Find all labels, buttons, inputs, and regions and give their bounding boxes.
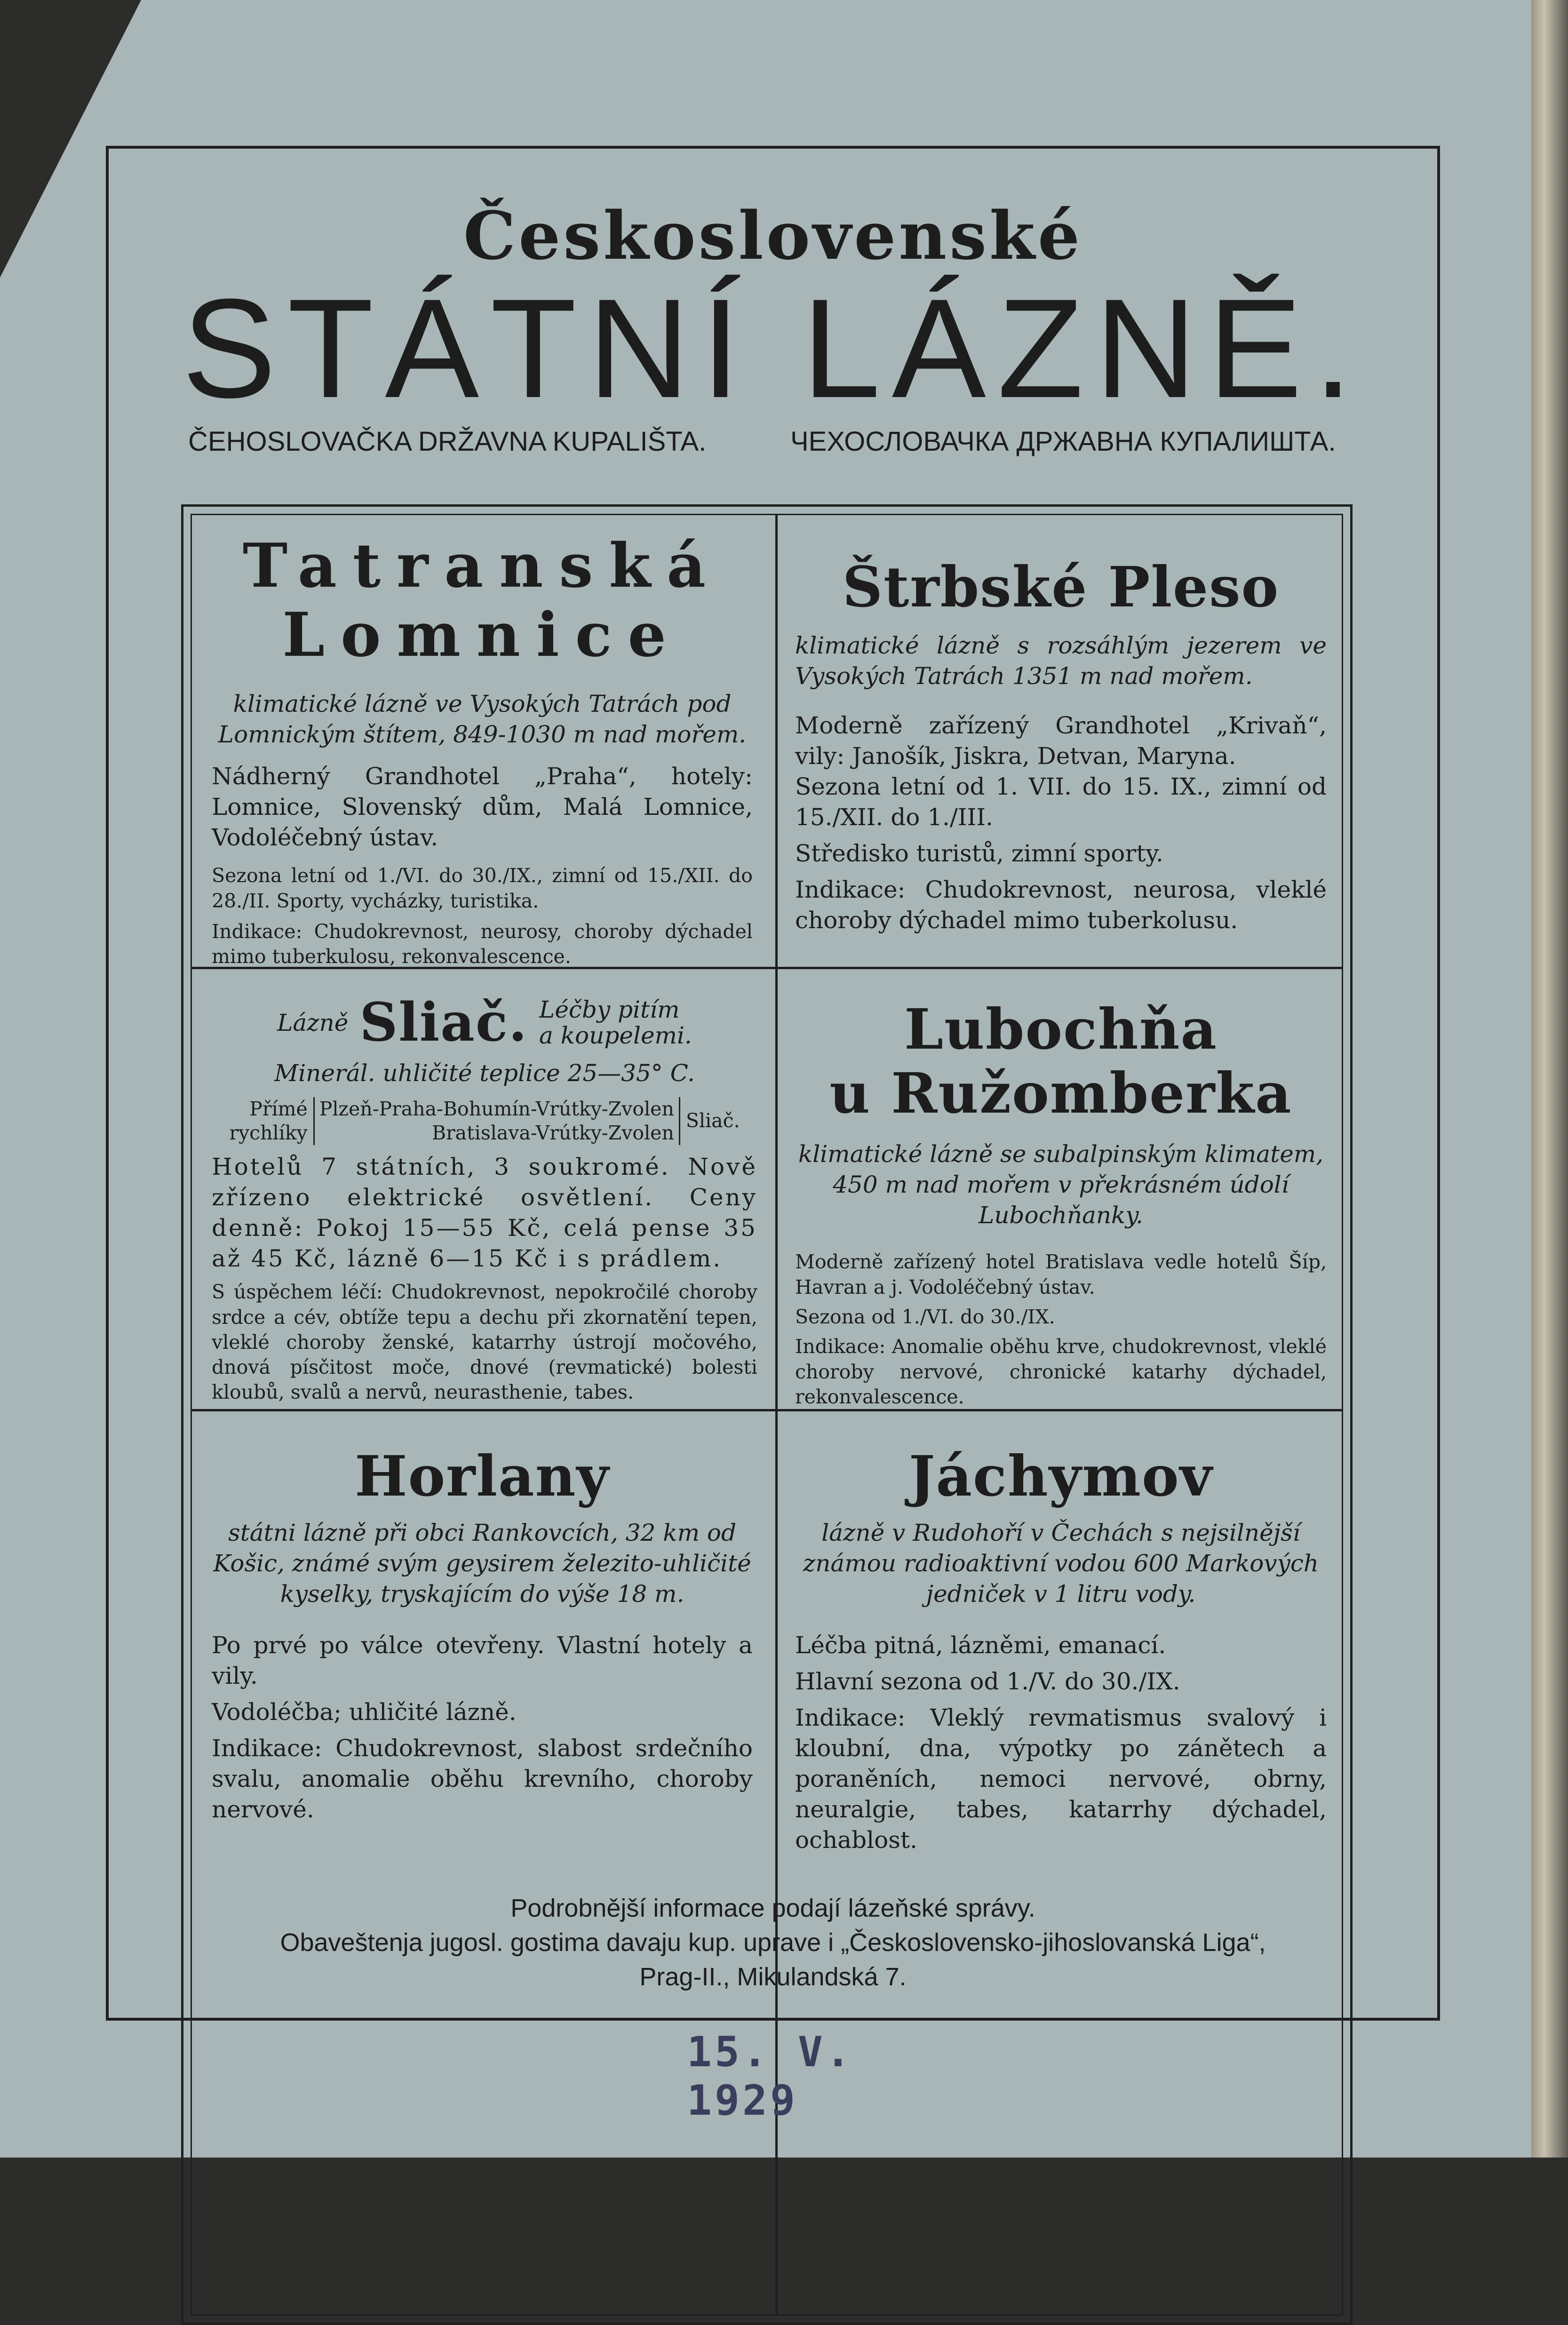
spa-hotels: Nádherný Grandhotel „Praha“, hotely: Lomnice, Slovenský dům, Malá Lomnice, Vodoléčebný ústav. [212, 763, 753, 852]
footer-line-3: Prag-II., Mikulandská 7. [639, 1962, 907, 1991]
sliac-cure-line2: a koupelemi. [539, 1022, 692, 1050]
footer-line-2: Obaveštenja jugosl. gostima davaju kup. uprave i „Československo-jihoslovanská Liga“, [280, 1928, 1266, 1957]
spa-name: Sliač. [359, 992, 528, 1053]
spa-season: Sezona letní od 1./VI. do 30./IX., zimní od 15./XII. do 28./II. Sporty, vycházky, turistika. [212, 864, 753, 912]
subtitle-cyrillic: ЧЕХОСЛОВАЧКА ДРЖАВНА КУПАЛИШТА. [790, 426, 1336, 457]
spa-indications: S úspěchem léčí: Chudokrevnost, nepokročilé choroby srdce a cév, obtíže tepu a dechu při zkornatění tepen, vleklé choroby ženské, katarrhy ústrojí močového, dnová písčitost moče, dnové (revmatické) bolesti kloubů, svalů a nervů, neurasthenie, tabes. [212, 1281, 757, 1404]
spa-season: Hlavní sezona od 1./V. do 30./IX. [795, 1667, 1180, 1695]
sliac-heading [212, 993, 757, 1053]
spa-description: klimatické lázně se subalpinským klimatem, 450 m nad mořem v překrásném údolí Lubochňanky. [798, 1140, 1324, 1229]
spa-description: státni lázně při obci Rankovcích, 32 km od Košic, známé svým geysirem železito-uhličité kyselky, tryskajícím do výše 18 m. [213, 1519, 751, 1608]
spa-description: klimatické lázně s rozsáhlým jezerem ve Vysokých Tatrách 1351 m nad mořem. [795, 631, 1327, 690]
spa-horlany [212, 1444, 753, 1825]
spa-tatranska-lomnice [212, 532, 753, 970]
spa-mineral: Minerál. uhličité teplice 25—35° C. [274, 1059, 695, 1087]
page-edge [1531, 0, 1568, 2158]
trains-destination: Sliač. [685, 1109, 740, 1132]
spa-hotels: Moderně zařízený hotel Bratislava vedle hotelů Šíp, Havran a j. Vodoléčebný ústav. [795, 1250, 1327, 1298]
train-route-1: Plzeň-Praha-Bohumín-Vrútky-Zvolen [319, 1097, 674, 1120]
spa-strbske-pleso [795, 555, 1327, 936]
sliac-cure [539, 997, 692, 1049]
spa-description: lázně v Rudohoří v Čechách s nejsilnější známou radioaktivní vodou 600 Markových jedniček v 1 litru vody. [803, 1519, 1319, 1608]
spa-name: Jáchymov [908, 1443, 1213, 1509]
spa-lubochna [795, 997, 1327, 1409]
spa-name: Tatranská [242, 531, 722, 601]
spa-season: Sezona letní od 1. VII. do 15. IX., zimní od 15./XII. do 1./III. [795, 772, 1327, 831]
trains-routes [313, 1097, 680, 1146]
spa-cure: Léčba pitná, lázněmi, emanací. [795, 1631, 1166, 1659]
sliac-trains [212, 1097, 757, 1146]
spa-season: Sezona od 1./VI. do 30./IX. [795, 1305, 1055, 1328]
spa-indications: Indikace: Chudokrevnost, neurosa, vleklé choroby dýchadel mimo tuberkolusu. [795, 876, 1327, 934]
spa-name: Štrbské Pleso [842, 554, 1280, 620]
sliac-prefix: Lázně [277, 1009, 349, 1036]
spa-indications: Indikace: Vleklý revmatismus svalový i kloubní, dna, výpotky po zánětech a poraněních, nemoci nervové, obrny, neuralgie, tabes, katarrhy dýchadel, ochablost. [795, 1704, 1327, 1854]
spa-jachymov [795, 1444, 1327, 1855]
trains-label-line1: Přímé [249, 1097, 308, 1120]
trains-label-line2: rychlíky [229, 1122, 308, 1145]
spa-indications: Indikace: Chudokrevnost, slabost srdečního svalu, anomalie oběhu krevního, choroby nervové. [212, 1734, 753, 1823]
spa-cure: Vodoléčba; uhličité lázně. [212, 1698, 517, 1726]
spa-hotels: Moderně zařízený Grandhotel „Krivaň“, vily: Janošík, Jiskra, Detvan, Maryna. [795, 711, 1327, 770]
spa-sports: Středisko turistů, zimní sporty. [795, 839, 1163, 867]
page-title: STÁTNÍ LÁZNĚ. [182, 269, 1364, 427]
date-stamp: 15. V. 1929 [687, 2028, 853, 2125]
spa-name: Lubochňa [904, 996, 1218, 1062]
subtitle-latin: ČEHOSLOVAČKA DRŽAVNA KUPALIŠTA. [188, 426, 707, 457]
spa-sliac [212, 993, 757, 1405]
spa-description: klimatické lázně ve Vysokých Tatrách pod Lomnickým štítem, 849-1030 m nad mořem. [218, 690, 747, 748]
footer [106, 1891, 1440, 1994]
footer-line-1: Podrobnější informace podají lázeňské správy. [510, 1894, 1035, 1922]
sliac-cure-line1: Léčby pitím [539, 996, 680, 1024]
title-top: Československé [463, 198, 1083, 275]
spa-name: Horlany [354, 1443, 610, 1509]
spa-indications: Indikace: Chudokrevnost, neurosy, choroby dýchadel mimo tuberkulosu, rekonvalescence. [212, 920, 753, 968]
spa-name-line2: Lomnice [282, 600, 682, 671]
trains-label [229, 1097, 307, 1146]
spa-hotels: Po prvé po válce otevřeny. Vlastní hotely a vily. [212, 1631, 753, 1689]
spa-name-line2: u Ružomberka [829, 1060, 1292, 1126]
spa-hotels: Hotelů 7 státních, 3 soukromé. Nově zřízeno elektrické osvětlení. Ceny denně: Pokoj 15—55 Kč, celá pense 35 až 45 Kč, lázně 6—15 Kč i s prádlem. [212, 1153, 757, 1273]
spa-indications: Indikace: Anomalie oběhu krve, chudokrevnost, vleklé choroby nervové, chronické katarhy dýchadel, rekonvalescence. [795, 1335, 1327, 1408]
train-route-2: Bratislava-Vrútky-Zvolen [431, 1122, 674, 1145]
